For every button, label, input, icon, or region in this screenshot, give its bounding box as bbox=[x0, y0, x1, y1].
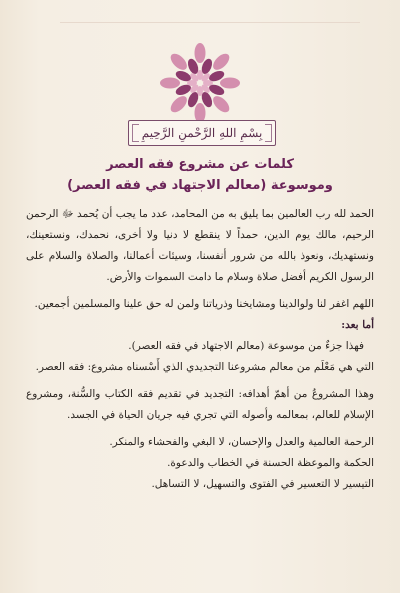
paragraph-supplication: اللهم اغفر لنا ولوالدينا ومشايخنا وذرياتنا ولمن له حق علينا والمسلمين أجمعين. bbox=[34, 298, 374, 310]
top-rule bbox=[60, 22, 360, 23]
paragraph-wisdom: الحكمة والموعظة الحسنة في الخطاب والدعوة. bbox=[167, 457, 374, 469]
paragraph-project: التي هي مَعْلَم من معالم مشروعنا التجديدي الذي أَسْسناه مشروع: فقه العصر. bbox=[35, 361, 374, 373]
flower-ornament-icon bbox=[155, 38, 245, 128]
body-text bbox=[26, 204, 374, 495]
paragraph-praise: الحمد لله رب العالمين بما يليق به من المحامد، عدد ما يجب أن يُحمد ﷻ الرحمن الرحيم، مالك يوم الدين، حمداً لا ينقطع لا دنيا ولا أخرى، نحمدك، ونستعينك، ونستهديك، ونعوذ بالله من شرور أنفسنا، وسيئات أعمالنا، والصلاة والسلام على الرسول الكريم أفضل صلاة وسلام ما دامت السموات والأرض. bbox=[26, 208, 374, 283]
paragraph-amma-baad: أما بعد: bbox=[341, 319, 374, 331]
basmala-frame bbox=[128, 120, 276, 146]
paragraph-goals: وهذا المشروعُ من أهمّ أهدافه: التجديد في تقديم فقه الكتاب والسُّنة، ومشروع الإسلام للعالم، بمعالمه وأصوله التي تجري فيه جريان الحياة في الجسد. bbox=[26, 388, 374, 421]
paragraph-encyclopedia: فهذا جزءٌ من موسوعة (معالم الاجتهاد في فقه العصر). bbox=[128, 340, 364, 352]
chapter-title: كلمات عن مشروع فقه العصر bbox=[106, 157, 294, 172]
paragraph-mercy: الرحمة العالمية والعدل والإحسان، لا البغي والفحشاء والمنكر. bbox=[109, 436, 374, 448]
basmala-text: بِسْمِ اللهِ الرَّحْمنِ الرَّحِيمِ bbox=[141, 126, 263, 140]
chapter-subtitle: وموسوعة (معالم الاجتهاد في فقه العصر) bbox=[67, 178, 333, 193]
paragraph-ease: التيسير لا التعسير في الفتوى والتسهيل، لا التساهل. bbox=[151, 478, 374, 490]
